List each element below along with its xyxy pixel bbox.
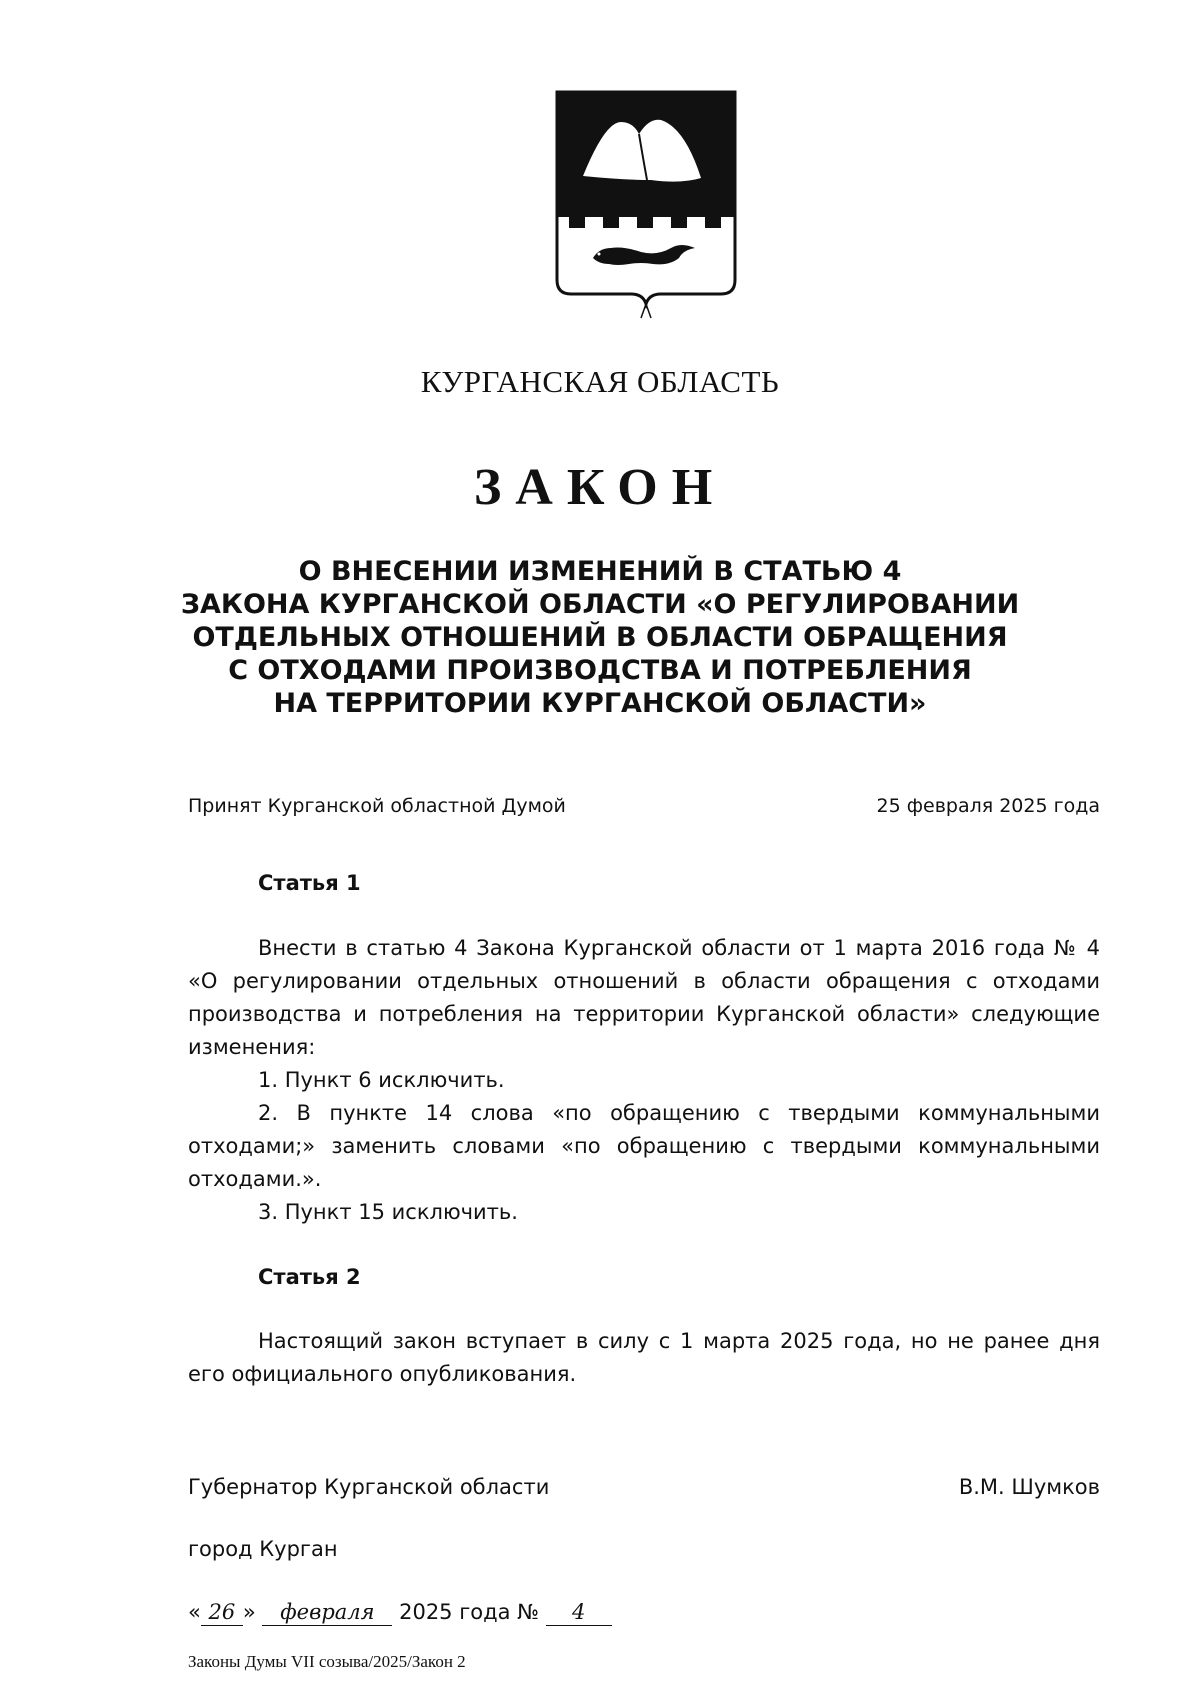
city: город Курган	[188, 1537, 338, 1561]
article-1-body	[188, 932, 1100, 1229]
article-2-body	[188, 1325, 1100, 1391]
article-1-item: 2. В пункте 14 слова «по обращению с твердыми коммунальными отходами;» заменить словами «по обращению с твердыми коммунальными отходами.».	[188, 1101, 1100, 1191]
signatory-name: В.М. Шумков	[958, 1475, 1100, 1499]
article-1-heading: Статья 1	[258, 871, 361, 895]
adopted-by: Принят Курганской областной Думой	[188, 795, 566, 817]
signature-line	[188, 1471, 1100, 1504]
adoption-date: 25 февраля 2025 года	[876, 795, 1100, 817]
article-1-item: 1. Пункт 6 исключить.	[258, 1068, 505, 1092]
law-title-line: ЗАКОНА КУРГАНСКОЙ ОБЛАСТИ «О РЕГУЛИРОВАНИИ	[180, 589, 1020, 620]
document-type: ЗАКОН	[473, 459, 727, 516]
quote-open: «	[188, 1600, 201, 1624]
article-2-heading: Статья 2	[258, 1265, 361, 1289]
year-text: 2025 года №	[399, 1600, 539, 1624]
handwritten-day: 26	[201, 1599, 243, 1626]
signatory-position: Губернатор Курганской области	[188, 1475, 550, 1499]
coat-of-arms-icon	[553, 88, 739, 330]
law-title-line: ОТДЕЛЬНЫХ ОТНОШЕНИЙ В ОБЛАСТИ ОБРАЩЕНИЯ	[192, 622, 1008, 653]
article-2-text: Настоящий закон вступает в силу с 1 марта 2025 года, но не ранее дня его официального опубликования.	[188, 1329, 1100, 1386]
law-title-line: НА ТЕРРИТОРИИ КУРГАНСКОЙ ОБЛАСТИ»	[273, 688, 927, 719]
adoption-line	[188, 791, 1100, 821]
region-name: КУРГАНСКАЯ ОБЛАСТЬ	[420, 364, 780, 399]
quote-close: »	[242, 1600, 256, 1624]
article-1-intro: Внести в статью 4 Закона Курганской области от 1 марта 2016 года № 4 «О регулировании отдельных отношений в области обращения с отходами производства и потребления на территории Курганской области» следующие изменения:	[188, 936, 1100, 1059]
footer-reference: Законы Думы VII созыва/2025/Закон 2	[188, 1652, 466, 1671]
handwritten-month: февраля	[262, 1599, 392, 1626]
law-title-line: С ОТХОДАМИ ПРОИЗВОДСТВА И ПОТРЕБЛЕНИЯ	[228, 655, 972, 686]
handwritten-number: 4	[546, 1599, 612, 1626]
law-title	[150, 555, 1050, 720]
article-1-item: 3. Пункт 15 исключить.	[258, 1200, 518, 1224]
signing-date-line	[188, 1596, 612, 1629]
law-title-line: О ВНЕСЕНИИ ИЗМЕНЕНИЙ В СТАТЬЮ 4	[298, 556, 902, 587]
